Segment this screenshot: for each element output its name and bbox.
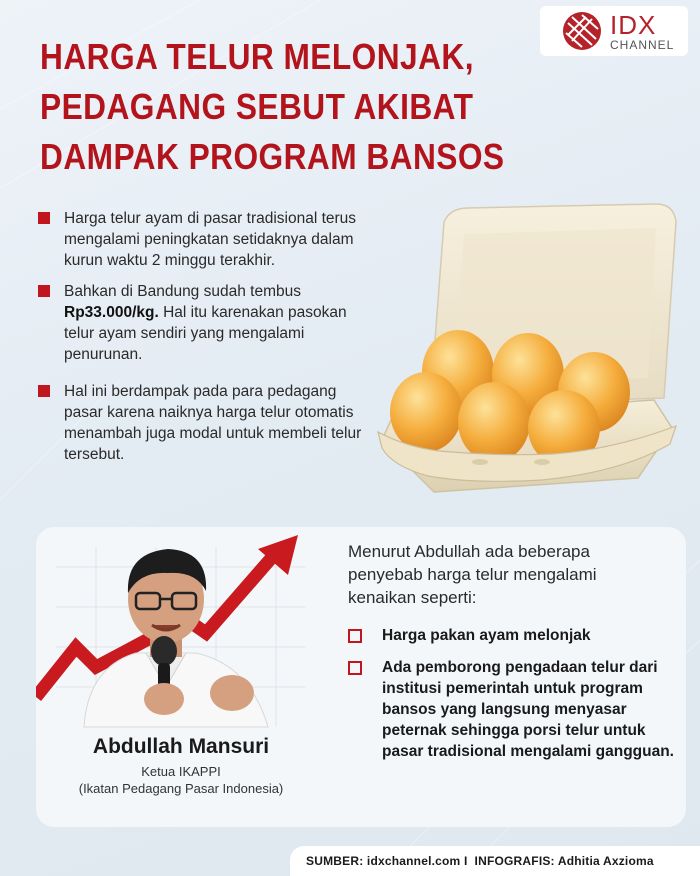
bullet-text: Hal ini berdampak pada para pedagang pasar karena naiknya harga telur otomatis menambah juga modal untuk membeli telur tersebut.	[64, 383, 362, 463]
idx-channel-logo	[540, 6, 688, 56]
bullet-list	[38, 208, 368, 465]
microphone-icon	[151, 636, 177, 666]
globe-logo-icon	[562, 11, 602, 51]
source-credit: SUMBER: idxchannel.com I INFOGRAFIS: Adhitia Axzioma	[306, 854, 654, 868]
bullet-text: Harga telur ayam di pasar tradisional terus mengalami peningkatan setidaknya dalam kurun waktu 2 minggu terakhir.	[64, 210, 357, 269]
checkbox-outline-icon	[348, 629, 362, 643]
bullet-text-post: Hal itu karenakan pasokan telur ayam sendiri yang mengalami penurunan.	[64, 304, 347, 363]
bullet-item	[38, 208, 368, 271]
headline-line-2: PEDAGANG SEBUT AKIBAT	[40, 86, 474, 127]
speaker-organization: (Ikatan Pedagang Pasar Indonesia)	[78, 781, 284, 796]
speaker-role: Ketua IKAPPI	[141, 764, 221, 779]
speaker-name: Abdullah Mansuri	[92, 735, 270, 758]
price-highlight: Rp33.000/kg.	[64, 304, 159, 321]
egg-carton-illustration	[372, 200, 684, 500]
logo-sub: CHANNEL	[610, 37, 675, 52]
headline	[40, 32, 533, 182]
bullet-square-icon	[38, 212, 50, 224]
headline-line-1: HARGA TELUR MELONJAK,	[40, 36, 474, 77]
reason-text: Harga pakan ayam melonjak	[382, 627, 591, 644]
bullet-text-pre: Bahkan di Bandung sudah tembus	[64, 283, 301, 300]
reason-item	[348, 657, 678, 762]
reason-item	[348, 625, 678, 646]
bullet-item	[38, 381, 368, 465]
checkbox-outline-icon	[348, 661, 362, 675]
reasons-list	[348, 625, 678, 762]
reason-text: Ada pemborong pengadaan telur dari institusi pemerintah untuk program bansos yang langsung menyasar peternak sehingga porsi telur untuk pasar tradisional mengalami gangguan.	[382, 659, 674, 760]
headline-line-3: DAMPAK PROGRAM BANSOS	[40, 136, 505, 177]
reasons-intro: Menurut Abdullah ada beberapa penyebab harga telur mengalami kenaikan seperti:	[348, 542, 597, 607]
bullet-square-icon	[38, 385, 50, 397]
bullet-item	[38, 281, 368, 365]
source-footer	[290, 846, 700, 876]
logo-brand: IDX	[610, 9, 657, 40]
bullet-square-icon	[38, 285, 50, 297]
